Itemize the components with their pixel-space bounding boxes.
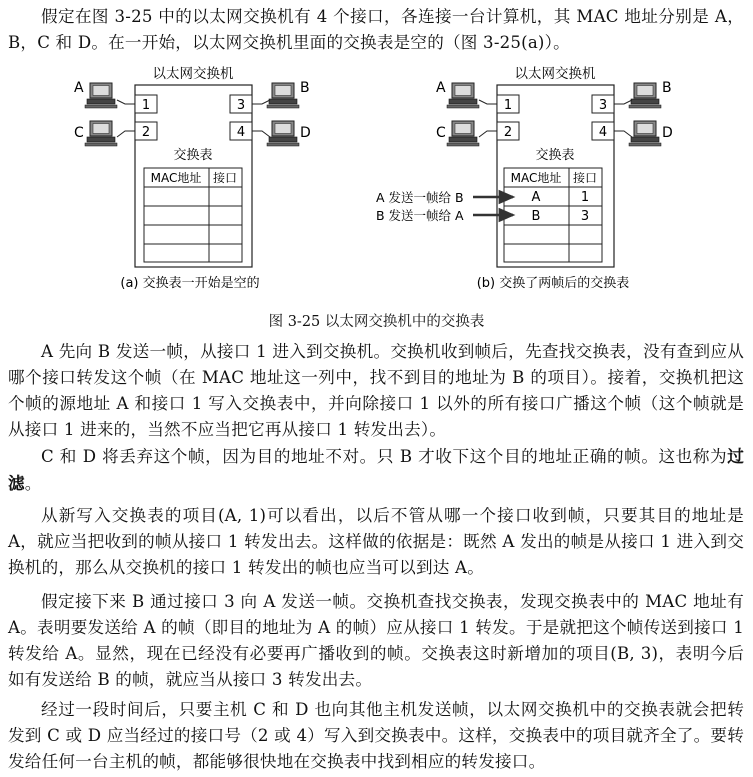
computer-icon [629, 83, 661, 108]
table-header-mac: MAC地址 [150, 171, 202, 185]
link-line [252, 100, 270, 104]
body-paragraph-3: 从新写入交换表的项目(A, 1)可以看出，以后不管从哪一个接口收到帧，只要其目的地址是 A，就应当把收到的帧从接口 1 转发出去。这样做的依据是：既然 A 发出的帧是从接口 1 进入到交换机的，那么从交换机的接口 1 转发出的帧也应当可以到达 A。 [8, 506, 744, 577]
host-label: D [300, 125, 311, 141]
link-line [614, 100, 632, 104]
port-label: 3 [236, 98, 246, 113]
computer-icon [447, 121, 479, 146]
host-label: A [436, 80, 446, 96]
link-line [117, 100, 135, 104]
port-label: 4 [236, 125, 246, 140]
table-title: 交换表 [535, 148, 575, 163]
paragraph-text: 。 [24, 474, 42, 493]
intro-paragraph: 假定在图 3-25 中的以太网交换机有 4 个接口，各连接一台计算机，其 MAC 地址分别是 A，B，C 和 D。在一开始，以太网交换机里面的交换表是空的（图 3-25(a)）。 [8, 7, 744, 52]
switch-title: 以太网交换机 [514, 66, 596, 82]
table-cell-port: 3 [580, 209, 590, 224]
computer-icon [85, 83, 117, 108]
table-cell-mac: A [531, 190, 541, 205]
port-label: 1 [503, 98, 513, 113]
annotation-a-to-b: A 发送一帧给 B [376, 190, 464, 205]
port-label: 4 [598, 125, 608, 140]
figure-3-25 [0, 55, 753, 305]
host-label: D [662, 125, 673, 141]
body-paragraph-4: 假定接下来 B 通过接口 3 向 A 发送一帧。交换机查找交换表，发现交换表中的 MAC 地址有 A。表明要发送给 A 的帧（即目的地址为 A 的帧）应从接口 1 转发。于是就把这个帧传送到接口 1 转发给 A。显然，现在已经没有必要再广播收到的帧。交换表这时新增加的项目(B, 3)，表明今后如有发送给 B 的帧，就应当从接口 3 转发出去。 [8, 592, 744, 689]
host-label: C [436, 125, 446, 141]
table-header-port: 接口 [212, 171, 238, 185]
paragraph-text: C 和 D 将丢弃这个帧，因为目的地址不对。只 B 才收下这个目的地址正确的帧。这也称为 [41, 447, 728, 466]
switch-title: 以太网交换机 [152, 66, 234, 82]
link-line [479, 131, 497, 137]
table-cell-port: 1 [580, 190, 590, 205]
annotation-b-to-a: B 发送一帧给 A [376, 208, 464, 223]
table-header-mac: MAC地址 [510, 171, 562, 185]
computer-icon [85, 121, 117, 146]
table-cell-mac: B [531, 209, 541, 224]
computer-icon [267, 83, 299, 108]
port-label: 2 [503, 125, 513, 140]
figure-b [376, 65, 673, 291]
host-label: A [74, 80, 84, 96]
link-line [614, 131, 632, 137]
keyword-filtering: 过滤 [8, 446, 744, 493]
body-paragraph-5: 经过一段时间后，只要主机 C 和 D 也向其他主机发送帧，以太网交换机中的交换表就会把转发到 C 或 D 应当经过的接口号（2 或 4）写入到交换表中。这样，交换表中的项目就齐全了。要转发给任何一台主机的帧，都能够很快地在交换表中找到相应的转发接口。 [8, 700, 744, 771]
port-label: 1 [141, 98, 151, 113]
port-label: 3 [598, 98, 608, 113]
computer-icon [267, 121, 299, 146]
host-label: C [74, 125, 84, 141]
body-paragraph-2 [8, 443, 744, 497]
subcaption: (a) 交换表一开始是空的 [120, 276, 260, 291]
computer-icon [447, 83, 479, 108]
figure-a [74, 65, 311, 291]
host-label: B [662, 80, 672, 96]
figure-caption: 图 3-25 以太网交换机中的交换表 [268, 314, 485, 330]
link-line [252, 131, 270, 137]
host-label: B [300, 80, 310, 96]
link-line [479, 100, 497, 104]
port-label: 2 [141, 125, 151, 140]
computer-icon [629, 121, 661, 146]
body-paragraph-1: A 先向 B 发送一帧，从接口 1 进入到交换机。交换机收到帧后，先查找交换表，没有查到应从哪个接口转发这个帧（在 MAC 地址这一列中，找不到目的地址为 B 的项目）。接着，交换机把这个帧的源地址 A 和接口 1 写入交换表中，并向除接口 1 以外的所有接口广播这个帧（这个帧就是从接口 1 进来的，当然不应当把它再从接口 1 转发出去）。 [8, 342, 744, 439]
link-line [117, 131, 135, 137]
table-header-port: 接口 [572, 171, 598, 185]
table-title: 交换表 [173, 148, 213, 163]
subcaption: (b) 交换了两帧后的交换表 [476, 276, 630, 291]
